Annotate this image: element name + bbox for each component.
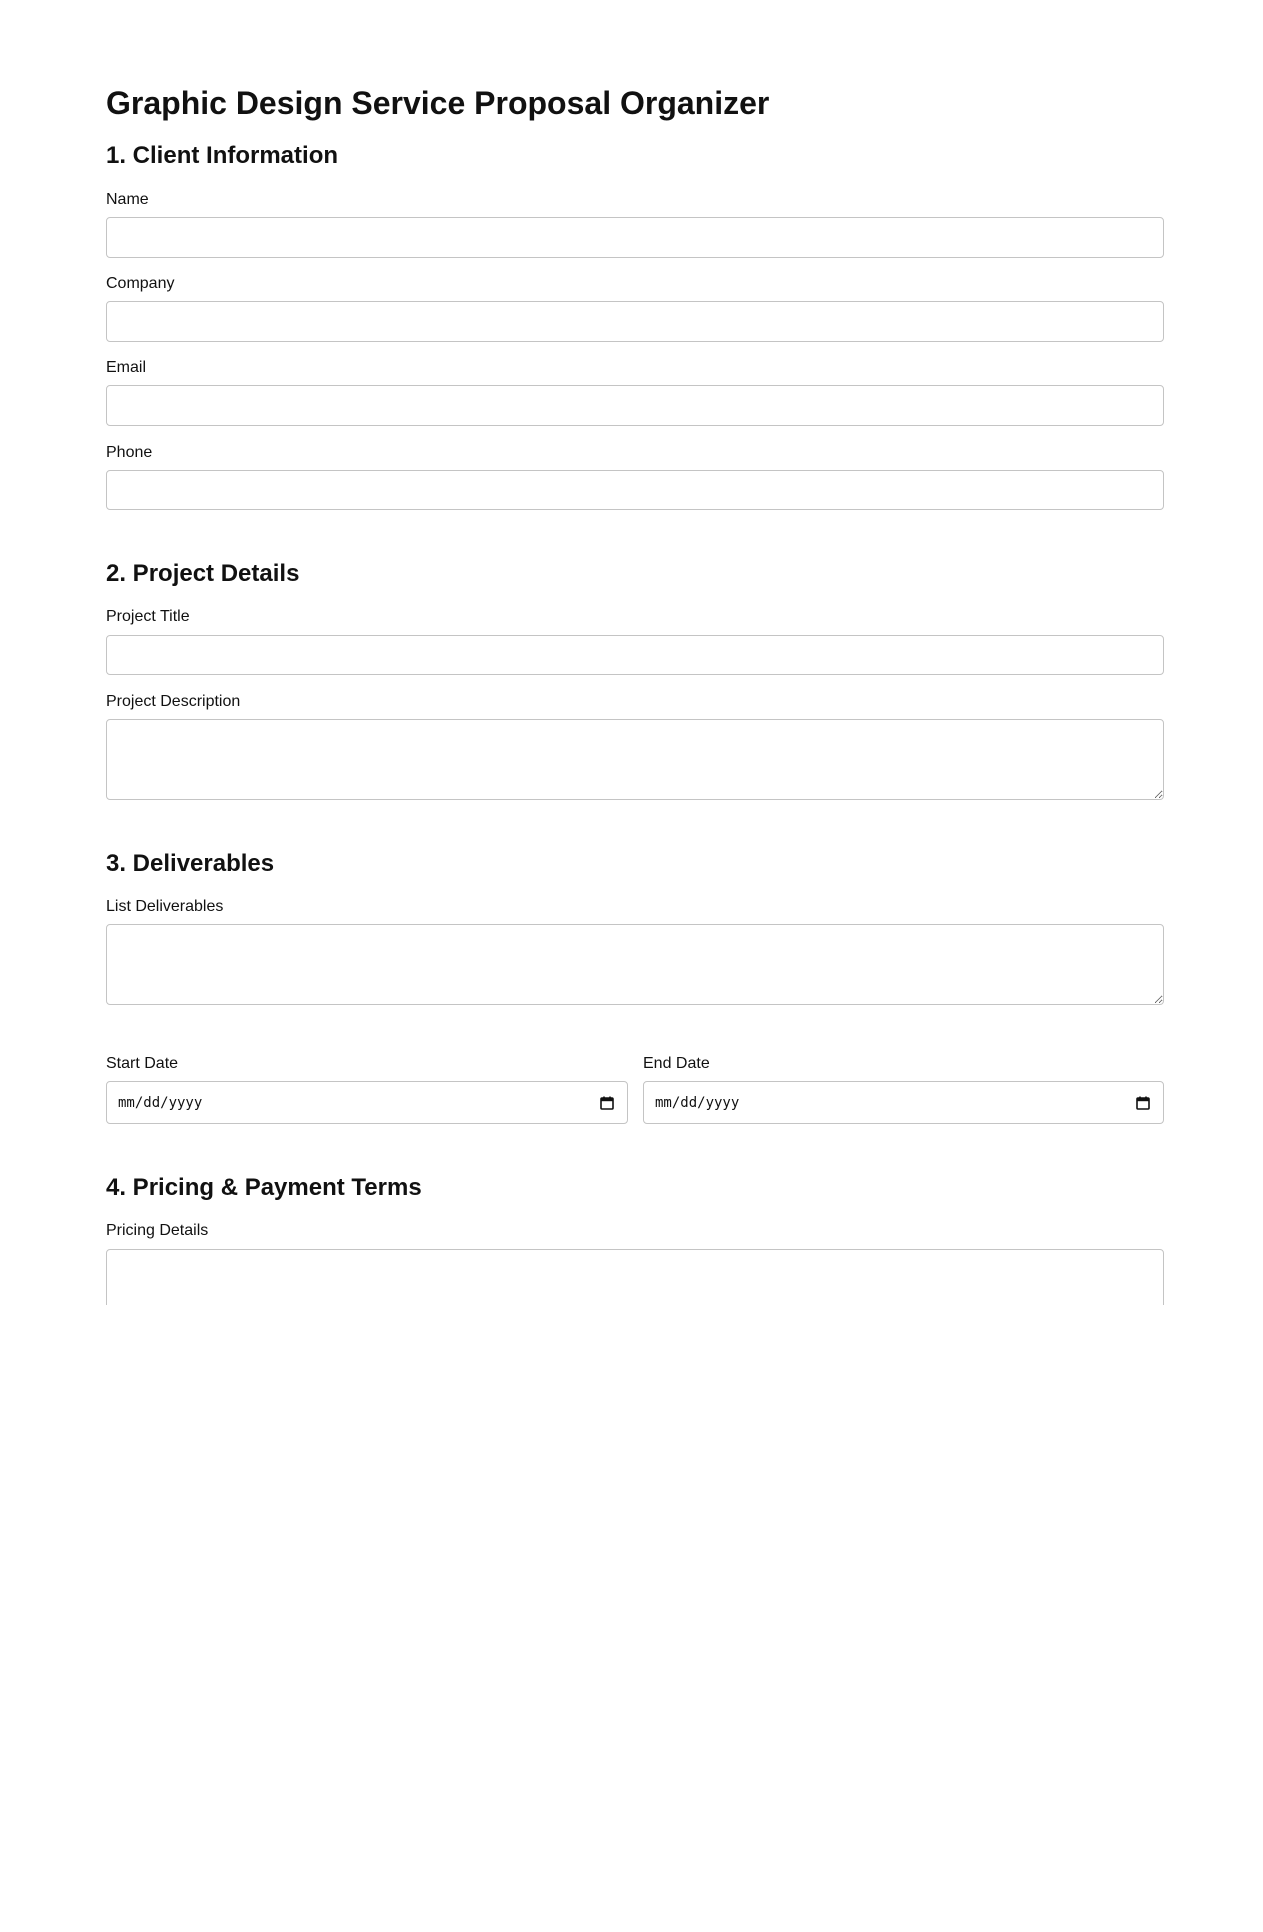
project-title-label: Project Title xyxy=(106,608,190,625)
project-description-label: Project Description xyxy=(106,693,241,710)
end-date-placeholder: mm/dd/yyyy xyxy=(655,1095,740,1111)
section-heading-client: 1. Client Information xyxy=(106,142,339,169)
email-label: Email xyxy=(106,359,147,376)
calendar-icon[interactable] xyxy=(599,1095,615,1111)
start-date-input[interactable] xyxy=(106,1081,628,1124)
phone-input[interactable] xyxy=(106,470,1164,510)
end-date-input[interactable] xyxy=(643,1081,1164,1124)
project-description-textarea[interactable] xyxy=(106,719,1164,800)
list-deliverables-label: List Deliverables xyxy=(106,898,224,915)
name-label: Name xyxy=(106,191,149,208)
section-heading-pricing: 4. Pricing & Payment Terms xyxy=(106,1174,422,1201)
pricing-details-label: Pricing Details xyxy=(106,1222,209,1239)
section-heading-deliverables: 3. Deliverables xyxy=(106,850,275,877)
list-deliverables-textarea[interactable] xyxy=(106,924,1164,1005)
email-input[interactable] xyxy=(106,385,1164,426)
company-label: Company xyxy=(106,275,175,292)
section-heading-project: 2. Project Details xyxy=(106,560,300,587)
phone-label: Phone xyxy=(106,444,153,461)
start-date-placeholder: mm/dd/yyyy xyxy=(118,1095,203,1111)
name-input[interactable] xyxy=(106,217,1164,258)
page-title: Graphic Design Service Proposal Organizer xyxy=(106,85,770,121)
end-date-label: End Date xyxy=(643,1055,710,1072)
company-input[interactable] xyxy=(106,301,1164,342)
calendar-icon[interactable] xyxy=(1135,1095,1151,1111)
project-title-input[interactable] xyxy=(106,635,1164,675)
proposal-form xyxy=(106,0,1164,1305)
pricing-details-textarea[interactable] xyxy=(106,1249,1164,1305)
start-date-label: Start Date xyxy=(106,1055,179,1072)
